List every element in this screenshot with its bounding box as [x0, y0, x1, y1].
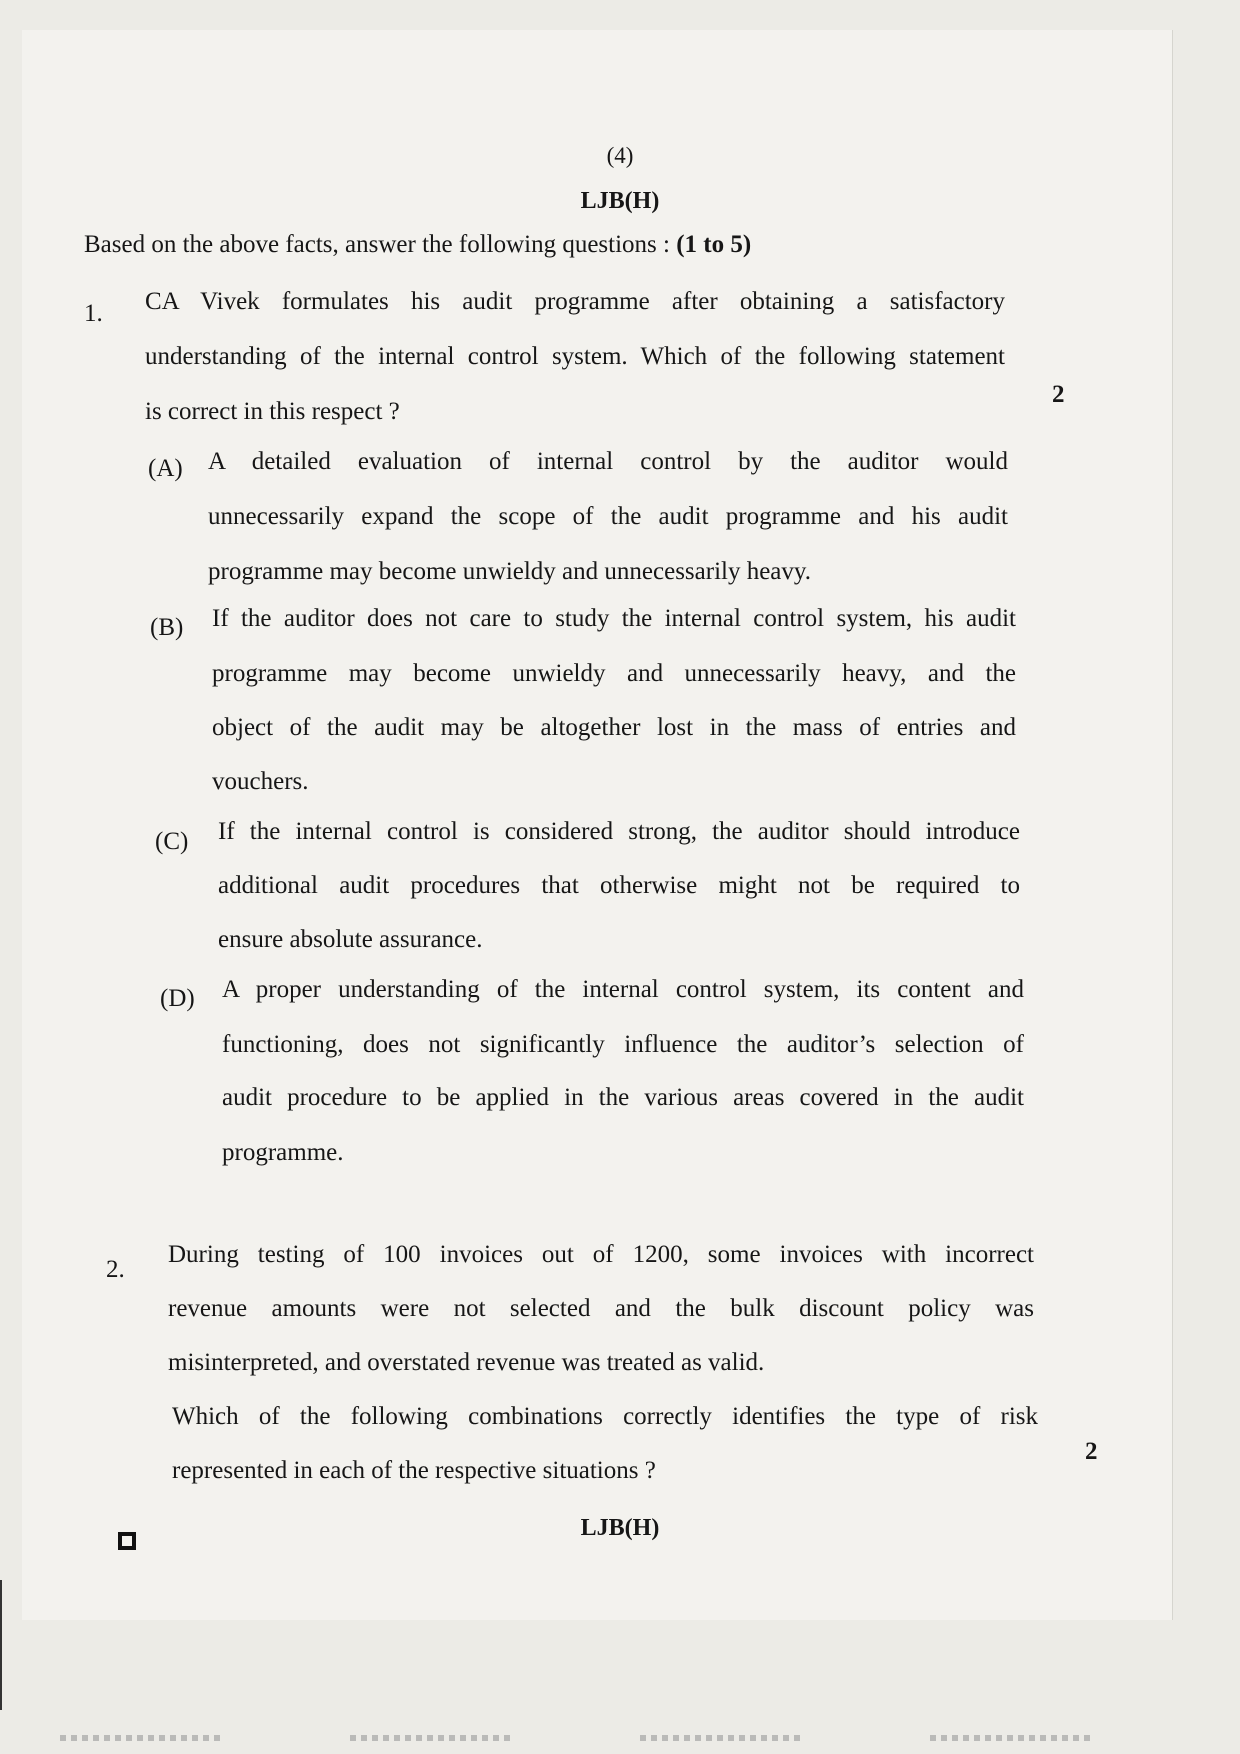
page-number: (4)	[606, 143, 634, 168]
question-range: (1 to 5)	[676, 231, 752, 258]
instructions-text: Based on the above facts, answer the following questions :	[84, 231, 677, 258]
option-text-line: programme may become unwieldy and unnecessarily heavy, and the	[212, 660, 1016, 687]
option-text-line: audit procedure to be applied in the various areas covered in the audit	[222, 1084, 1024, 1111]
question-text-line: misinterpreted, and overstated revenue was treated as valid.	[168, 1349, 765, 1376]
instructions	[84, 231, 751, 259]
paper-code-footer: LJB(H)	[580, 1515, 660, 1541]
option-text-line: programme may become unwieldy and unnecessarily heavy.	[208, 558, 812, 585]
perforation-mark	[60, 1735, 220, 1741]
question-text-line: During testing of 100 invoices out of 1200, some invoices with incorrect	[168, 1241, 1034, 1268]
option-label: (A)	[148, 455, 183, 482]
page-edge-divider	[0, 1580, 2, 1710]
marks-label: 2	[1085, 1438, 1098, 1465]
option-text-line: ensure absolute assurance.	[218, 926, 483, 953]
paper-code-header: LJB(H)	[580, 188, 660, 214]
question-text-line: CA Vivek formulates his audit programme after obtaining a satisfactory	[145, 288, 1005, 315]
option-text-line: If the auditor does not care to study the internal control system, his audit	[212, 605, 1016, 632]
perforation-mark	[350, 1735, 510, 1741]
option-text-line: vouchers.	[212, 768, 309, 795]
question-number: 1.	[84, 300, 103, 327]
perforation-mark	[640, 1735, 800, 1741]
marks-label: 2	[1052, 381, 1065, 408]
question-number: 2.	[106, 1256, 125, 1283]
question-text-line: represented in each of the respective situations ?	[172, 1457, 656, 1484]
option-text-line: additional audit procedures that otherwise might not be required to	[218, 872, 1020, 899]
question-text-line: Which of the following combinations correctly identifies the type of risk	[172, 1403, 1038, 1430]
option-text-line: functioning, does not significantly influence the auditor’s selection of	[222, 1031, 1024, 1058]
option-text-line: unnecessarily expand the scope of the audit programme and his audit	[208, 503, 1008, 530]
question-text-line: understanding of the internal control system. Which of the following statement	[145, 343, 1005, 370]
perforation-mark	[930, 1735, 1090, 1741]
option-label: (B)	[150, 614, 184, 641]
question-text-line: is correct in this respect ?	[145, 398, 400, 425]
option-label: (C)	[155, 828, 189, 855]
option-label: (D)	[160, 985, 195, 1012]
option-text-line: A proper understanding of the internal control system, its content and	[222, 976, 1024, 1003]
option-text-line: If the internal control is considered strong, the auditor should introduce	[218, 818, 1020, 845]
option-text-line: A detailed evaluation of internal control by the auditor would	[208, 448, 1008, 475]
option-text-line: object of the audit may be altogether lost in the mass of entries and	[212, 714, 1016, 741]
question-text-line: revenue amounts were not selected and the bulk discount policy was	[168, 1295, 1034, 1322]
option-text-line: programme.	[222, 1139, 344, 1166]
